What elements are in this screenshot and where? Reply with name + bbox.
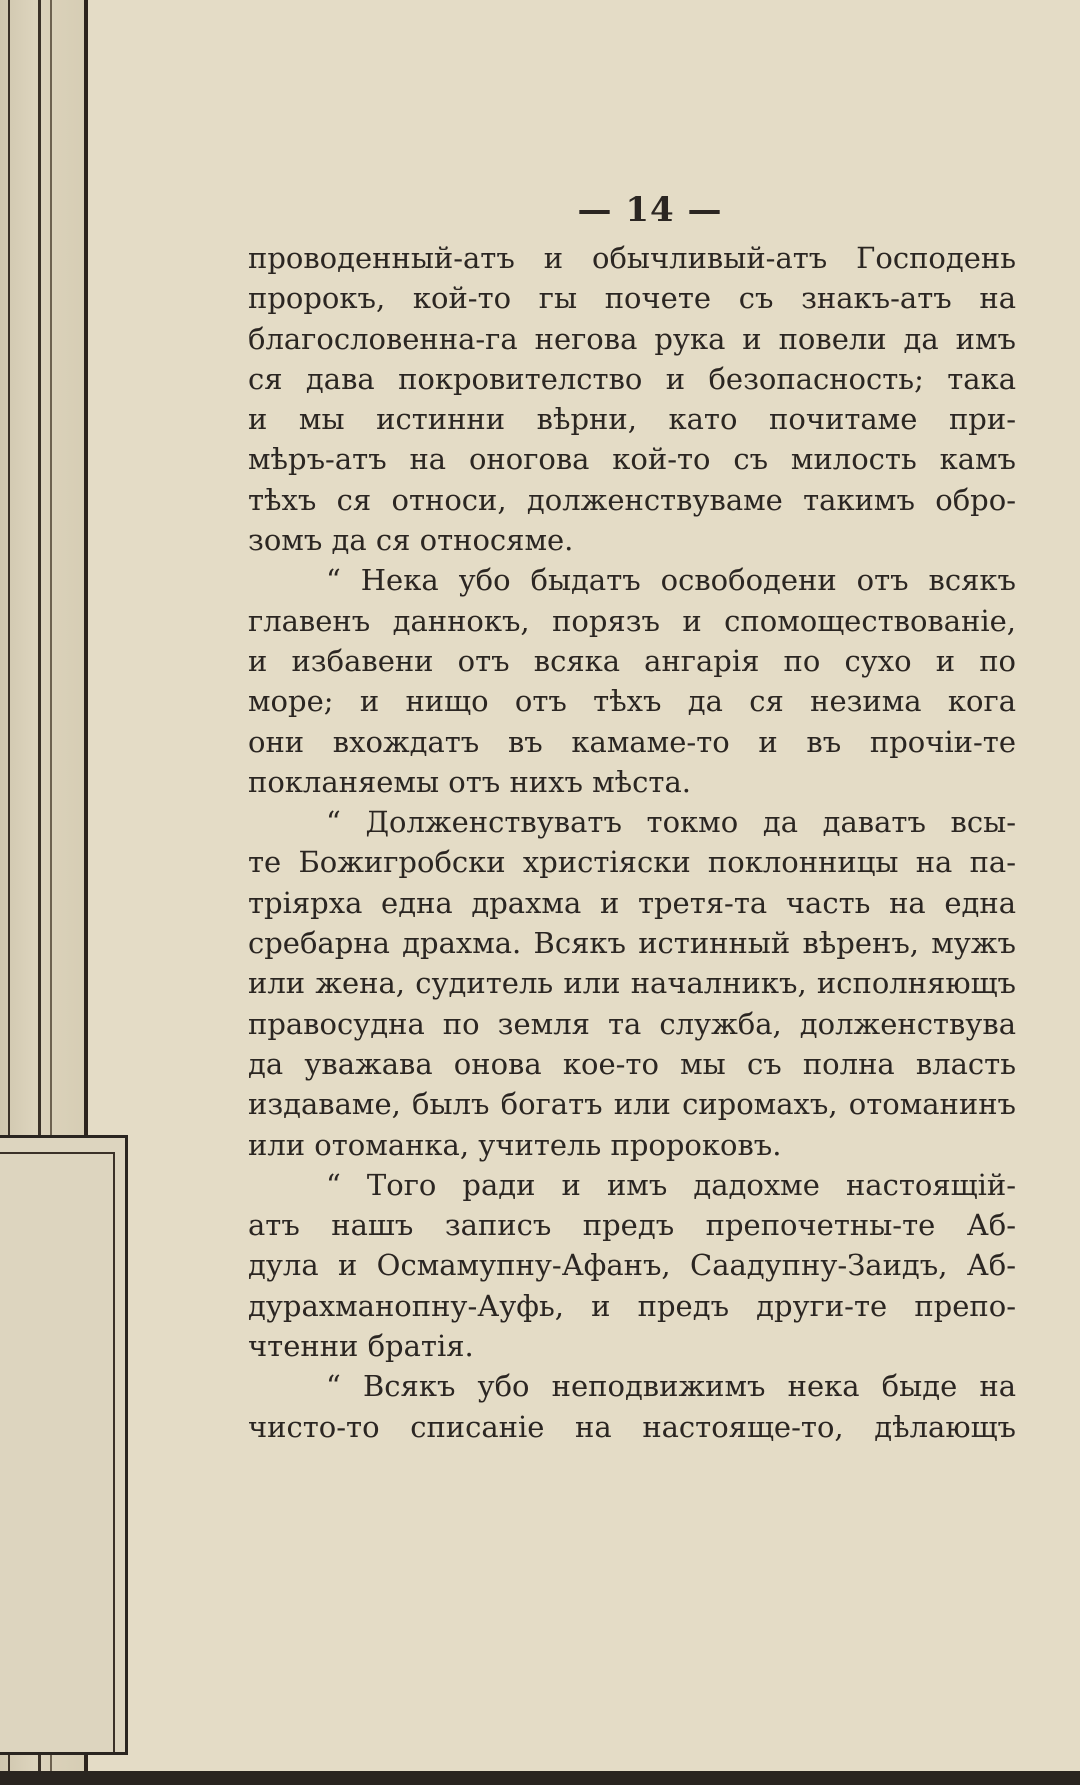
text-line: пророкъ, кой-то гы почете съ знакъ-атъ на bbox=[248, 281, 1016, 316]
text-line: покланяемы отъ нихъ мѣста. bbox=[248, 764, 691, 799]
text-line: проводенный-атъ и обычливый-атъ Господень bbox=[248, 241, 1016, 275]
text-line: атъ нашъ записъ предъ препочетны-те Аб- bbox=[248, 1208, 1016, 1243]
paragraph bbox=[248, 238, 1016, 560]
paragraph bbox=[248, 802, 1016, 1165]
text-line: правосудна по земля та служба, долженствува bbox=[248, 1006, 1016, 1041]
text-line: благословенна-га негова рука и повели да имъ bbox=[248, 321, 1016, 356]
text-line: главенъ даннокъ, порязъ и спомоществованіе, bbox=[248, 603, 1016, 638]
text-line: и избавени отъ всяка ангарія по сухо и по bbox=[248, 643, 1016, 678]
scan-border bbox=[0, 1771, 1080, 1785]
text-line: те Божигробски христіяски поклонницы на па- bbox=[248, 845, 1016, 880]
page-number: — 14 — bbox=[577, 190, 723, 230]
paragraph bbox=[248, 1165, 1016, 1366]
text-line: издаваме, былъ богатъ или сиромахъ, отоманинъ bbox=[248, 1087, 1016, 1122]
text-line: и мы истинни вѣрни, като почитаме при- bbox=[248, 402, 1016, 437]
text-line: чисто-то списаніе на настояще-то, дѣлающъ bbox=[248, 1409, 1016, 1444]
text-line: дула и Осмамупну-Афанъ, Саадупну-Заидъ, Аб- bbox=[248, 1248, 1016, 1283]
text-line: они вхождатъ въ камаме-то и въ прочіи-те bbox=[248, 724, 1016, 759]
text-line: “ Долженствуватъ токмо да даватъ всы- bbox=[326, 805, 1016, 840]
text-line: чтенни братія. bbox=[248, 1329, 474, 1364]
text-line: ся дава покровителство и безопасность; така bbox=[248, 361, 1016, 396]
text-line: “ Нека убо быдатъ освободени отъ всякъ bbox=[326, 563, 1016, 598]
paragraph bbox=[248, 560, 1016, 802]
inserted-slip bbox=[0, 1135, 128, 1755]
text-line: зомъ да ся относяме. bbox=[248, 523, 574, 558]
text-line: или жена, судитель или началникъ, исполняющъ bbox=[248, 966, 1016, 1001]
page-body bbox=[248, 190, 1016, 1447]
text-line: “ Того ради и имъ дадохме настоящій- bbox=[326, 1167, 1016, 1202]
paragraph bbox=[248, 1366, 1016, 1447]
text-line: море; и нищо отъ тѣхъ да ся незима кога bbox=[248, 684, 1016, 719]
text-line: или отоманка, учитель пророковъ. bbox=[248, 1127, 782, 1162]
text-line: “ Всякъ убо неподвижимъ нека быде на bbox=[326, 1369, 1016, 1404]
text-line: тріярха една драхма и третя-та часть на една bbox=[248, 885, 1016, 920]
text-line: сребарна драхма. Всякъ истинный вѣренъ, мужъ bbox=[248, 926, 1016, 961]
text-line: дурахманопну-Ауфь, и предъ други-те препо- bbox=[248, 1288, 1016, 1323]
text-line: мѣръ-атъ на оногова кой-то съ милость камъ bbox=[248, 442, 1016, 477]
text-line: тѣхъ ся относи, долженствуваме такимъ обро- bbox=[248, 482, 1016, 517]
text-body bbox=[248, 238, 1016, 1447]
slip-fold bbox=[0, 1152, 115, 1752]
text-line: да уважава онова кое-то мы съ полна власть bbox=[248, 1046, 1016, 1081]
